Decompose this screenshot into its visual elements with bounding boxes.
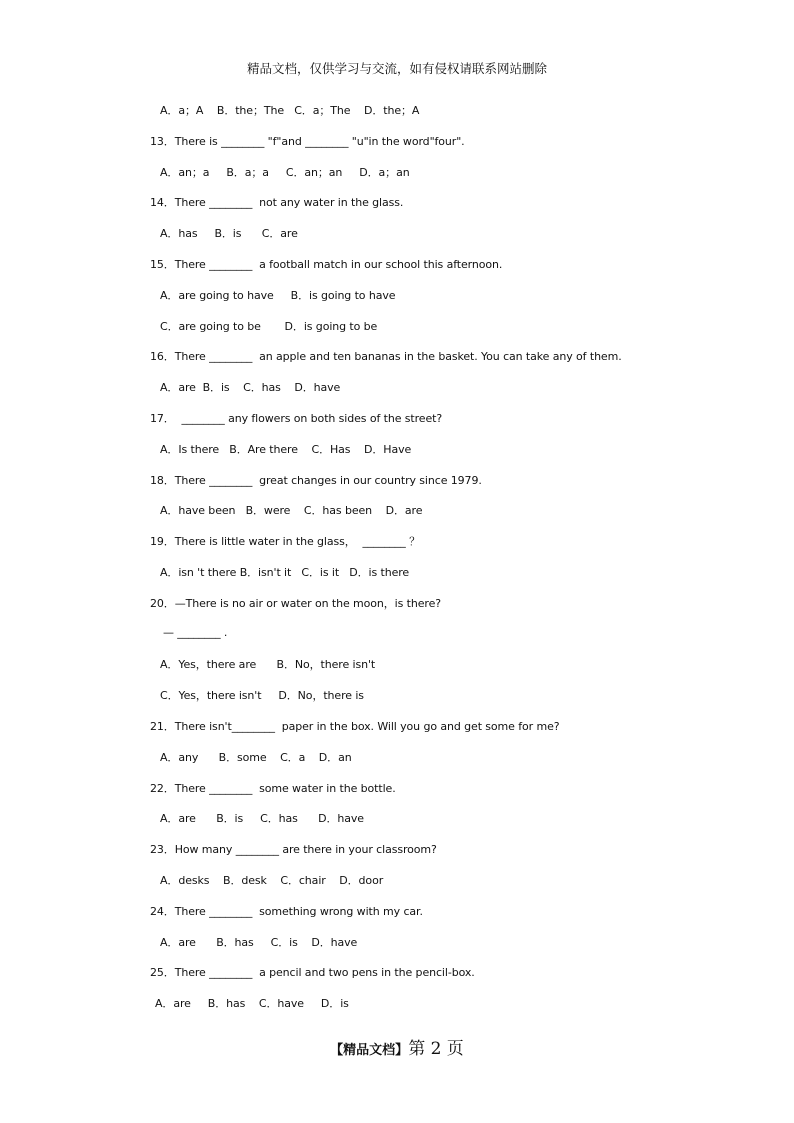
question-line: 17． ________ any flowers on both sides of the street? — [150, 412, 443, 425]
page-footer — [0, 1034, 794, 1059]
option-line: A．are going to have B．is going to have — [160, 289, 396, 302]
question-line: 25．There ________ a pencil and two pens in the pencil-box. — [150, 966, 475, 979]
question-line: 22．There ________ some water in the bottle. — [150, 782, 396, 795]
option-line: C．Yes，there isn't D．No，there is — [160, 689, 364, 702]
question-line: 23．How many ________ are there in your classroom? — [150, 843, 437, 856]
option-line: A．Yes，there are B．No，there isn't — [160, 658, 376, 671]
page-number: 第 2 页 — [408, 1039, 464, 1059]
option-line: A．any B．some C．a D．an — [160, 751, 352, 764]
question-line: 21．There isn't________ paper in the box. Will you go and get some for me? — [150, 720, 560, 733]
question-line: 15．There ________ a football match in our school this afternoon. — [150, 258, 503, 271]
option-line: A．desks B．desk C．chair D．door — [160, 874, 384, 887]
question-line: 16．There ________ an apple and ten bananas in the basket. You can take any of them. — [150, 350, 622, 363]
option-line: A．an；a B．a；a C．an；an D．a；an — [160, 166, 410, 179]
question-line: 20．—There is no air or water on the moon，is there? — [150, 597, 442, 610]
option-line: A．are B．is C．has D．have — [160, 812, 364, 825]
page-header: 精品文档，仅供学习与交流，如有侵权请联系网站删除 — [246, 61, 547, 76]
footer-label: 【精品文档】 — [330, 1043, 409, 1058]
question-line: 18．There ________ great changes in our country since 1979. — [150, 474, 482, 487]
question-line: 14．There ________ not any water in the glass. — [150, 196, 404, 209]
option-line: A．Is there B．Are there C．Has D．Have — [160, 443, 412, 456]
option-line: A．are B．has C．is D．have — [160, 936, 358, 949]
option-line: A．are B．is C．has D．have — [160, 381, 341, 394]
option-line: A．have been B．were C．has been D．are — [160, 504, 423, 517]
question-line: 24．There ________ something wrong with my car. — [150, 905, 423, 918]
option-line: C．are going to be D．is going to be — [160, 320, 378, 333]
option-line: A．a；A B．the；The C．a；The D．the；A — [160, 104, 420, 117]
option-line: A．isn 't there B．isn't it C．is it D．is there — [160, 566, 410, 579]
option-line: A．are B．has C．have D．is — [155, 997, 349, 1010]
question-line: 13．There is ________ "f"and ________ "u"in the word"four". — [150, 135, 465, 148]
option-line: — ________ . — [163, 626, 228, 639]
option-line: A．has B．is C．are — [160, 227, 298, 240]
question-line: 19．There is little water in the glass， ________ ？ — [150, 535, 420, 548]
